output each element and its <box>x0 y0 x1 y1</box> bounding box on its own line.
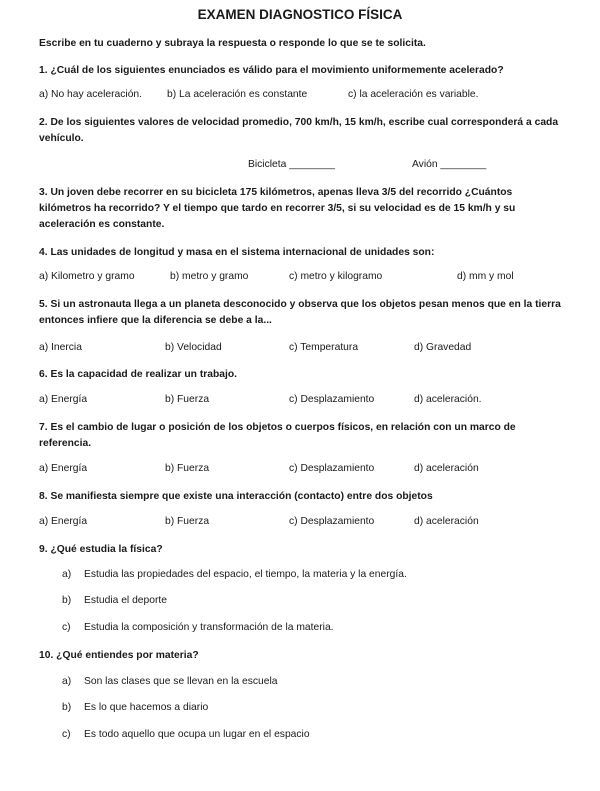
q8-option-d: d) aceleración <box>414 516 479 527</box>
q8-option-a: a) Energía <box>39 516 88 527</box>
question-4: 4. Las unidades de longitud y masa en el sistema internacional de unidades son: <box>39 247 435 258</box>
q6-option-c: c) Desplazamiento <box>289 394 375 405</box>
instructions: Escribe en tu cuaderno y subraya la respuesta o responde lo que se te solicita. <box>39 38 426 49</box>
question-10: 10. ¿Qué entiendes por materia? <box>39 650 199 661</box>
q9-option-a: Estudia las propiedades del espacio, el tiempo, la materia y la energía. <box>84 569 407 580</box>
q2-blank-avion: Avión ________ <box>412 159 487 170</box>
q10-marker-a: a) <box>62 676 72 687</box>
q5-option-c: c) Temperatura <box>289 342 359 353</box>
q4-option-b: b) metro y gramo <box>170 271 249 282</box>
q6-option-d: d) aceleración. <box>414 394 482 405</box>
q7-option-b: b) Fuerza <box>165 463 210 474</box>
q9-marker-c: c) <box>62 622 71 633</box>
q8-option-c: c) Desplazamiento <box>289 516 375 527</box>
q5-option-b: b) Velocidad <box>165 342 222 353</box>
q10-option-b: Es lo que hacemos a diario <box>84 702 209 713</box>
q7-option-c: c) Desplazamiento <box>289 463 375 474</box>
q9-option-c: Estudia la composición y transformación de la materia. <box>84 622 334 633</box>
q7-option-d: d) aceleración <box>414 463 479 474</box>
q6-option-a: a) Energía <box>39 394 88 405</box>
question-3: 3. Un joven debe recorrer en su bicicleta 175 kilómetros, apenas lleva 3/5 del recorrido ¿Cuántos kilómetros ha recorrido? Y el tiempo que tardo en recorrer 3/5, si su velocidad es de 15 km/h y su aceleración es constante. <box>39 187 516 230</box>
q9-option-b: Estudia el deporte <box>84 595 168 606</box>
question-2: 2. De los siguientes valores de velocidad promedio, 700 km/h, 15 km/h, escribe cual corresponderá a cada vehículo. <box>39 117 559 144</box>
q1-option-b: b) La aceleración es constante <box>167 89 308 100</box>
page-title: EXAMEN DIAGNOSTICO FÍSICA <box>197 7 403 22</box>
q10-marker-c: c) <box>62 729 71 740</box>
q9-marker-b: b) <box>62 595 72 606</box>
q5-option-d: d) Gravedad <box>414 342 472 353</box>
question-8: 8. Se manifiesta siempre que existe una interacción (contacto) entre dos objetos <box>39 491 433 502</box>
question-1: 1. ¿Cuál de los siguientes enunciados es válido para el movimiento uniformemente acelerado? <box>39 65 504 76</box>
q8-option-b: b) Fuerza <box>165 516 210 527</box>
q10-marker-b: b) <box>62 702 72 713</box>
q1-option-a: a) No hay aceleración. <box>39 89 143 100</box>
q10-option-c: Es todo aquello que ocupa un lugar en el espacio <box>84 729 310 740</box>
q4-option-a: a) Kilometro y gramo <box>39 271 135 282</box>
question-5: 5. Si un astronauta llega a un planeta desconocido y observa que los objetos pesan menos que en la tierra entonces infiere que la diferencia se debe a la... <box>39 299 561 326</box>
question-7: 7. Es el cambio de lugar o posición de los objetos o cuerpos físicos, en relación con un marco de referencia. <box>39 422 516 449</box>
q9-marker-a: a) <box>62 569 72 580</box>
q4-option-c: c) metro y kilogramo <box>289 271 383 282</box>
question-6: 6. Es la capacidad de realizar un trabajo. <box>39 369 238 380</box>
q10-option-a: Son las clases que se llevan en la escuela <box>84 676 278 687</box>
q2-blank-bicicleta: Bicicleta ________ <box>248 159 336 170</box>
q7-option-a: a) Energía <box>39 463 88 474</box>
question-9: 9. ¿Qué estudia la física? <box>39 544 163 555</box>
q4-option-d: d) mm y mol <box>457 271 514 282</box>
q1-option-c: c) la aceleración es variable. <box>348 89 479 100</box>
q5-option-a: a) Inercia <box>39 342 82 353</box>
q6-option-b: b) Fuerza <box>165 394 210 405</box>
